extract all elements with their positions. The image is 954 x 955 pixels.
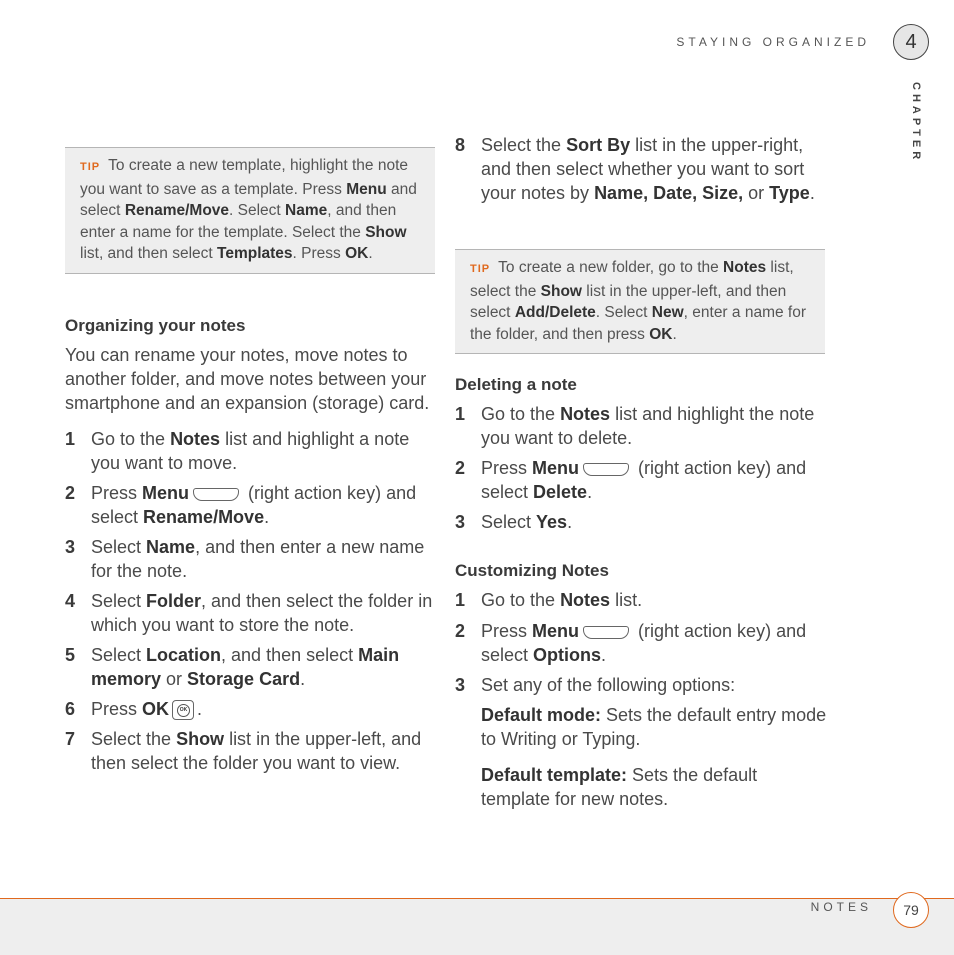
chapter-label: CHAPTER	[910, 82, 922, 164]
tip-text-part: .	[368, 245, 373, 263]
tip-box-template	[65, 147, 435, 274]
step-bold: Storage Card	[187, 669, 301, 689]
step-text: , and then enter a new name for the note.	[91, 537, 425, 581]
step-item	[455, 588, 827, 612]
step-item	[65, 697, 437, 721]
step-text: Select	[481, 512, 537, 532]
tip-text-part: list, and then select	[80, 245, 217, 263]
tip-bold: New	[651, 304, 684, 322]
step-bold: Yes	[536, 512, 568, 532]
step-text: Press	[481, 621, 533, 641]
step-bold: Delete	[533, 482, 588, 502]
step-text: or	[743, 183, 770, 203]
step-number: 1	[65, 429, 76, 449]
step-text: Select	[91, 591, 147, 611]
step-text: Go to the	[481, 404, 561, 424]
step-text: Select	[91, 537, 147, 557]
step-item	[65, 481, 437, 529]
tip-label: TIP	[470, 263, 491, 275]
option-text: Sets the default entry mode to Writing or Typing.	[481, 705, 827, 749]
right-action-key-icon	[583, 626, 629, 639]
tip-text-part: . Select	[229, 202, 286, 220]
step-bold: Notes	[560, 590, 611, 610]
step-text: Set any of the following options:	[481, 675, 736, 695]
left-column	[65, 314, 437, 775]
tip-bold: OK	[649, 325, 673, 343]
section-heading: Organizing your notes	[65, 316, 246, 335]
step-bold: Name, Date, Size,	[594, 183, 744, 203]
step-text: .	[809, 183, 815, 203]
section-heading: Customizing Notes	[455, 561, 609, 580]
chapter-number-badge: 4	[893, 24, 929, 60]
step-text: (right action key) and select	[91, 483, 417, 527]
page-number: 79	[893, 892, 929, 928]
step-number: 8	[455, 135, 466, 155]
right-action-key-icon	[193, 488, 239, 501]
step-item	[455, 402, 827, 450]
tip-bold: Rename/Move	[124, 202, 230, 220]
step-bold: Rename/Move	[143, 507, 265, 527]
step-text: .	[264, 507, 270, 527]
step-text: Select the	[91, 729, 177, 749]
step-item	[65, 589, 437, 637]
step-number: 3	[455, 675, 466, 695]
step-item	[455, 510, 827, 534]
step-number: 1	[455, 590, 466, 610]
footer-section: NOTES	[810, 900, 872, 914]
ok-key-icon	[172, 700, 194, 720]
tip-bold: Show	[540, 282, 582, 300]
tip-text-part: To create a new template, highlight the note you want to save as a template. Press	[80, 157, 409, 198]
step-item	[455, 133, 827, 205]
tip-text-part: To create a new folder, go to the	[494, 259, 724, 276]
tip-text-part: list in the upper-left, and then select	[470, 282, 787, 322]
step-text: .	[567, 512, 573, 532]
step-text: , and then select the folder in which you want to store the note.	[91, 591, 433, 635]
step-number: 2	[455, 621, 466, 641]
customizing-section	[455, 559, 827, 811]
step-bold: Menu	[532, 621, 580, 641]
step-item	[455, 456, 827, 504]
right-action-key-icon	[583, 463, 629, 476]
tip-label: TIP	[80, 161, 101, 173]
tip-bold: OK	[345, 245, 369, 263]
option-text: Sets the default template for new notes.	[481, 765, 758, 809]
step-bold: Sort By	[566, 135, 631, 155]
step-number: 2	[455, 458, 466, 478]
option-label: Default template:	[481, 765, 628, 785]
option-item	[455, 763, 827, 811]
step-text: list and highlight the note you want to delete.	[481, 404, 815, 448]
option-item	[455, 703, 827, 751]
tip-text-part: , enter a name for the folder, and then press	[470, 304, 806, 343]
tip-bold: Notes	[723, 259, 767, 276]
section-heading: Deleting a note	[455, 375, 577, 394]
step-bold: Show	[176, 729, 225, 749]
tip-text-part: , and then enter a name for the template. Select the	[80, 202, 397, 241]
step-text: .	[300, 669, 306, 689]
step-number: 1	[455, 404, 466, 424]
step-text: Go to the	[481, 590, 561, 610]
intro-paragraph: You can rename your notes, move notes to another folder, and move notes between your smartphone and an expansion (storage) card.	[65, 345, 430, 413]
step-number: 3	[455, 512, 466, 532]
tip-text-part: and select	[80, 180, 417, 220]
tip-bold: Show	[365, 223, 407, 241]
running-header: STAYING ORGANIZED	[676, 35, 870, 49]
step-number: 6	[65, 699, 76, 719]
step-text: , and then select	[221, 645, 359, 665]
step-item	[455, 619, 827, 667]
step-bold: Menu	[532, 458, 580, 478]
step-bold: Options	[533, 645, 602, 665]
step-number: 3	[65, 537, 76, 557]
step-number: 7	[65, 729, 76, 749]
step-item	[65, 727, 437, 775]
step-text: or	[161, 669, 188, 689]
step-text: (right action key) and select	[481, 458, 807, 502]
step-bold: Location	[146, 645, 222, 665]
tip-text-part: list, select the	[470, 259, 794, 300]
step-bold: Name	[146, 537, 196, 557]
step-text: list in the upper-right, and then select whether you want to sort your notes by	[481, 135, 805, 203]
step-number: 2	[65, 483, 76, 503]
step-bold: Notes	[170, 429, 221, 449]
step-text: list in the upper-left, and then select the folder you want to view.	[91, 729, 422, 773]
step-bold: Type	[769, 183, 810, 203]
step-number: 5	[65, 645, 76, 665]
right-column-top	[455, 133, 827, 205]
step-text: Go to the	[91, 429, 171, 449]
step-item	[65, 643, 437, 691]
deleting-section	[455, 373, 827, 534]
step-bold: Menu	[142, 483, 190, 503]
step-text: Press	[91, 483, 143, 503]
tip-bold: Name	[285, 202, 328, 220]
step-item	[65, 427, 437, 475]
step-text: .	[587, 482, 593, 502]
tip-bold: Templates	[217, 245, 293, 263]
step-text: .	[197, 699, 203, 719]
option-label: Default mode:	[481, 705, 602, 725]
tip-text-part: . Press	[292, 245, 346, 263]
step-number: 4	[65, 591, 76, 611]
step-text: Press	[481, 458, 533, 478]
tip-text	[470, 257, 810, 345]
tip-bold: Menu	[346, 180, 387, 198]
step-bold: Notes	[560, 404, 611, 424]
step-text: Select the	[481, 135, 567, 155]
step-text: Press	[91, 699, 143, 719]
tip-bold: Add/Delete	[514, 304, 596, 322]
tip-text-part: .	[672, 325, 677, 343]
step-text: Select	[91, 645, 147, 665]
step-text: .	[601, 645, 607, 665]
tip-text-part: . Select	[595, 304, 652, 322]
step-item	[455, 673, 827, 697]
step-bold: OK	[142, 699, 170, 719]
step-bold: Main memory	[91, 645, 400, 689]
tip-box-folder	[455, 249, 825, 354]
step-item	[65, 535, 437, 583]
step-bold: Folder	[146, 591, 202, 611]
step-text: list.	[610, 590, 643, 610]
step-text: (right action key) and select	[481, 621, 807, 665]
tip-text	[80, 155, 420, 265]
step-text: list and highlight a note you want to move.	[91, 429, 410, 473]
